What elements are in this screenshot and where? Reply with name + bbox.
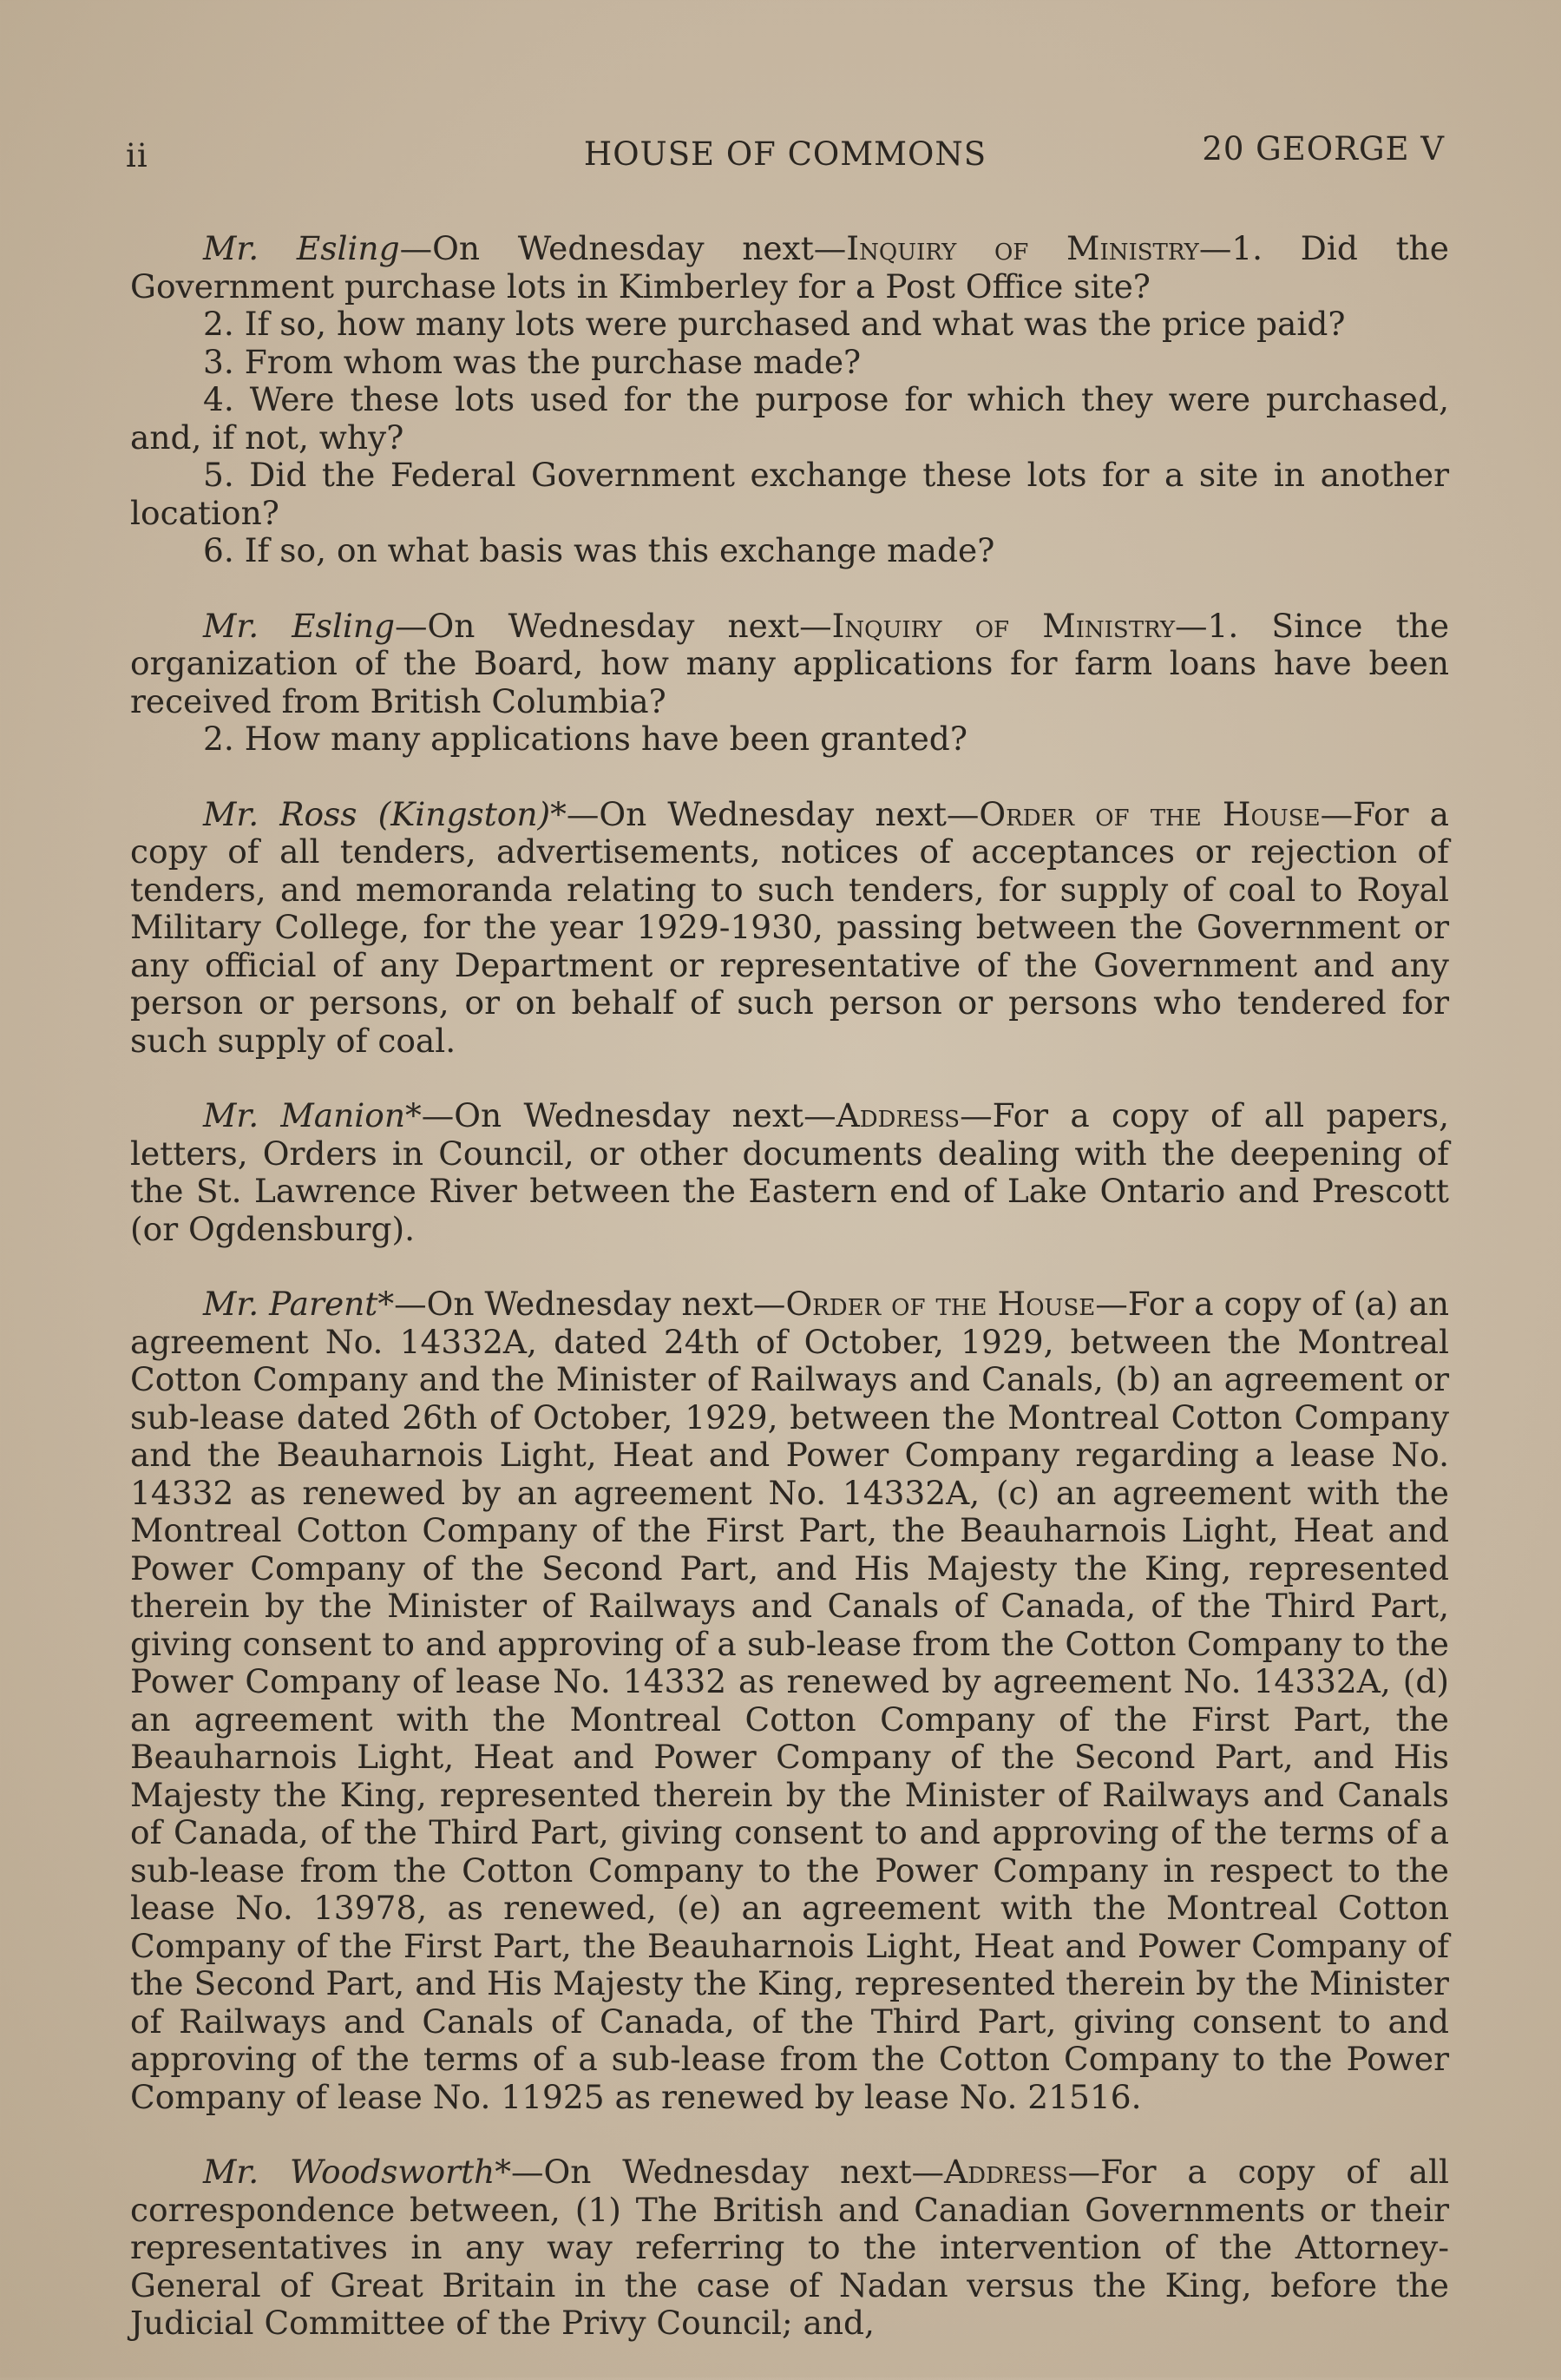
entry-dash: —On Wednesday next— [566,794,980,833]
entry-item: 2. If so, how many lots were purchased and what was the price paid? [203,305,1346,343]
entry-mover: Mr. Esling [203,606,396,645]
entry-text: —For a copy of (a) an agreement No. 14332A, dated 24th of October, 1929, between the Montreal Cotton Company and the Minister of Railways and Canals, (b) an agreement or sub-lease dated 26th of October, 1929, between the Montreal Cotton Company and the Beauharnois Light, Heat and Power Company regarding a lease No. 14332 as renewed by an agreement No. 14332A, (c) an agreement with the Montreal Cotton Company of the First Part, the Beauharnois Light, Heat and Power Company of the Second Part, and His Majesty the King, represented therein by the Minister of Railways and Canals of Canada, of the Third Part, giving consent to and approving of a sub-lease from the Cotton Company to the Power Company of lease No. 14332 as renewed by agreement No. 14332A, (d) an agreement with the Montreal Cotton Company of the First Part, the Beauharnois Light, Heat and Power Company of the Second Part, and His Majesty the King, represented therein by the Minister of Railways and Canals of Canada, of the Third Part, giving consent to and approving of the terms of a sub-lease from the Cotton Company to the Power Company in respect to the lease No. 13978, as renewed, (e) an agreement with the Montreal Cotton Company of the First Part, the Beauharnois Light, Heat and Power Company of the Second Part, and His Majesty the King, represented therein by the Minister of Railways and Canals of Canada, of the Third Part, giving consent to and approving of the terms of a sub-lease from the Cotton Company to the Power Company of lease No. 11925 as renewed by lease No. 21516. [130,1285,1449,2116]
entry-dash: —On Wednesday next— [399,229,847,267]
entry-kind: Address [944,2153,1068,2191]
entry-mover: Mr. Ross (Kingston)* [203,794,567,833]
entry-paragraph [130,230,1449,306]
entry-dash: —On Wednesday next— [510,2153,945,2191]
notice-entry [130,608,1449,759]
entry-dash: —On Wednesday next— [421,1096,836,1134]
entry-kind: Order of the House [979,794,1321,833]
entry-paragraph [130,2153,1449,2343]
notice-entry [130,230,1449,570]
header-session: 20 GEORGE V [1202,130,1445,168]
entry-item: 4. Were these lots used for the purpose for which they were purchased, and, if not, why? [130,380,1449,457]
entry-paragraph [130,608,1449,721]
entry-mover: Mr. Parent* [203,1285,395,1323]
entry-kind: Inquiry of Ministry [846,229,1199,267]
entry-kind: Address [836,1096,961,1134]
notice-entry [130,1097,1449,1248]
notice-entry [130,796,1449,1061]
notice-entry [130,2153,1449,2343]
entry-mover: Mr. Esling [203,229,400,267]
entry-text: —1. Since the organization of the Board, how many applications for farm loans have been received from British Columbia? [130,606,1450,720]
notice-body [130,230,1449,2380]
entry-dash: —On Wednesday next— [394,1285,786,1323]
entry-text: —For a copy of all tenders, advertisements, notices of acceptances or rejection of tenders, and memoranda relating to such tenders, for supply of coal to Royal Military College, for the year 1929-1930, passing between the Government or any official of any Department or representative of the Government and any person or persons, or on behalf of such person or persons who tendered for such supply of coal. [130,794,1450,1060]
entry-kind: Inquiry of Ministry [831,606,1176,645]
entry-dash: —On Wednesday next— [395,606,832,645]
entry-item: 6. If so, on what basis was this exchange made? [203,531,995,569]
entry-paragraph [130,1097,1449,1248]
entry-kind: Order of the House [785,1285,1096,1323]
entry-text: —For a copy of all papers, letters, Orders in Council, or other documents dealing with the deepening of the St. Lawrence River between the Eastern end of Lake Ontario and Prescott (or Ogdensburg). [130,1096,1450,1248]
entry-mover: Mr. Woodsworth* [203,2153,511,2191]
page-number: ii [126,137,148,174]
notice-entry [130,1285,1449,2116]
running-header [126,130,1445,182]
entry-paragraph [130,796,1449,1061]
entry-item: 3. From whom was the purchase made? [203,342,862,381]
entry-item: 5. Did the Federal Government exchange these lots for a site in another location? [130,456,1449,532]
header-title: HOUSE OF COMMONS [583,135,987,173]
entry-paragraph [130,1285,1449,2116]
entry-text: —1. Did the Government purchase lots in Kimberley for a Post Office site? [130,229,1449,306]
entry-item: 2. How many applications have been granted? [203,720,967,758]
entry-mover: Mr. Manion* [203,1096,422,1134]
entry-text: —For a copy of all correspondence between, (1) The British and Canadian Governments or their representatives in any way referring to the intervention of the Attorney-General of Great Britain in the case of Nadan versus the King, before the Judicial Committee of the Privy Council; and, [130,2153,1449,2342]
